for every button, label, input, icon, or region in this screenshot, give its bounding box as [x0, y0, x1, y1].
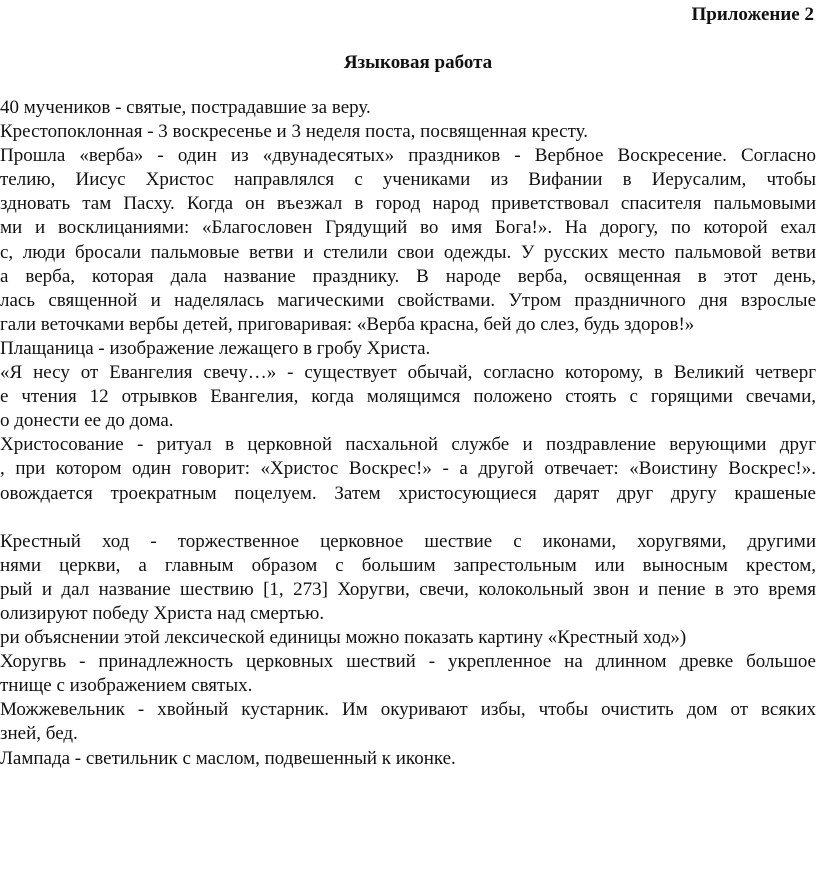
text-line: о донести ее до дома. — [0, 410, 174, 432]
text-line: 40 мучеников - святые, пострадавшие за веру. — [0, 97, 371, 118]
text-line: овождается троекратным поцелуем. Затем христосующиеся дарят друг другу крашеные — [0, 482, 816, 504]
text-line: рый и дал название шествию [1, 273] Хоругви, свечи, колокольный звон и пение в это время — [0, 578, 816, 600]
text-line: нями церкви, а главным образом с большим запрестольным или выносным крестом, — [0, 554, 816, 576]
text-line: лась священной и наделялась магическими свойствами. Утром праздничного дня взрослые — [0, 289, 816, 311]
text-line: телию, Иисус Христос направлялся с учениками из Вифании в Иерусалим, чтобы — [0, 169, 816, 191]
text-line: здновать там Пасху. Когда он въезжал в город народ приветствовал спасителя пальмовыми — [0, 193, 816, 215]
text-line: олизируют победу Христа над смертью. — [0, 602, 325, 624]
text-line: ми и восклицаниями: «Благословен Грядущий во имя Бога!». На дорогу, по которой ехал — [0, 217, 816, 239]
text-line: тнище с изображением святых. — [0, 675, 253, 697]
body-text — [0, 96, 816, 771]
text-line: гали веточками вербы детей, приговаривая: «Верба красна, бей до слез, будь здоров!» — [0, 313, 695, 335]
text-line: а верба, которая дала название празднику. В народе верба, освященная в этот день, — [0, 265, 816, 287]
text-line — [0, 506, 816, 530]
text-line: Можжевельник - хвойный кустарник. Им окуривают избы, чтобы очистить дом от всяких — [0, 699, 816, 721]
text-line: Христосование - ритуал в церковной пасхальной службе и поздравление верующими друг — [0, 434, 816, 456]
text-line: Прошла «верба» - один из «двунадесятых» праздников - Вербное Воскресение. Согласно — [0, 145, 816, 167]
text-line: Хоругвь - принадлежность церковных шествий - укрепленное на длинном древке большое — [0, 651, 816, 673]
text-line: с, люди бросали пальмовые ветви и стелили свои одежды. У русских место пальмовой ветви — [0, 241, 816, 263]
text-line: зней, бед. — [0, 723, 78, 745]
text-line: «Я несу от Евангелия свечу…» - существует обычай, согласно которому, в Великий четверг — [0, 362, 816, 384]
text-line: Крестопоклонная - 3 воскресенье и 3 неделя поста, посвященная кресту. — [0, 121, 588, 143]
appendix-label: Приложение 2 — [691, 4, 814, 25]
text-line: Крестный ход - торжественное церковное шествие с иконами, хоругвями, другими — [0, 530, 816, 552]
text-line: ри объяснении этой лексической единицы можно показать картину «Крестный ход») — [0, 627, 687, 649]
text-line: Лампада - светильник с маслом, подвешенный к иконке. — [0, 747, 456, 769]
text-line: , при котором один говорит: «Христос Воскрес!» - а другой отвечает: «Воистину Воскрес!». — [0, 458, 816, 480]
text-line: Плащаница - изображение лежащего в гробу Христа. — [0, 337, 431, 359]
text-line: е чтения 12 отрывков Евангелия, когда молящимся положено стоять с горящими свечами, — [0, 386, 816, 408]
document-title: Языковая работа — [343, 52, 493, 73]
